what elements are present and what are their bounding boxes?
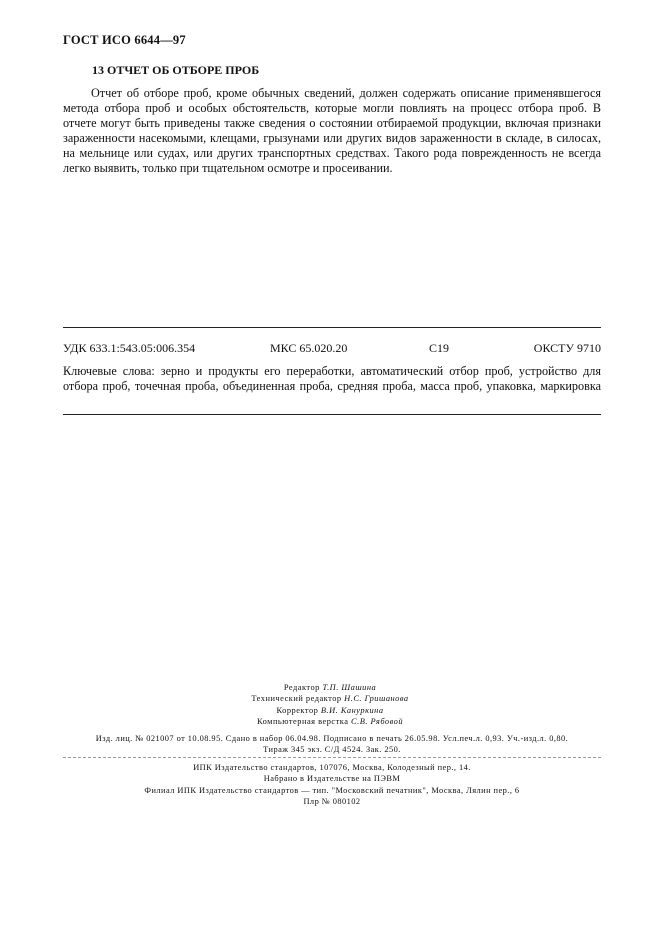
okstu-code: ОКСТУ 9710 bbox=[533, 341, 601, 355]
group-code: С19 bbox=[429, 341, 450, 355]
publisher-line-2: Набрано в Издательстве на ПЭВМ bbox=[263, 774, 401, 784]
credit-tech-editor-name: Н.С. Гришанова bbox=[344, 694, 409, 704]
editorial-credits bbox=[150, 682, 510, 728]
credit-layout-name: С.В. Рябовой bbox=[351, 717, 404, 727]
credit-corrector-role: Корректор bbox=[276, 705, 319, 715]
credit-editor bbox=[150, 682, 510, 693]
credit-editor-name: Т.П. Шашина bbox=[322, 683, 377, 692]
publisher-line-1: ИПК Издательство стандартов, 107076, Москва, Колодезный пер., 14. bbox=[193, 763, 471, 772]
mks-code: МКС 65.020.20 bbox=[270, 341, 348, 355]
udk-code: УДК 633.1:543.05:006.354 bbox=[63, 341, 196, 355]
credit-layout-role: Компьютерная верстка bbox=[256, 717, 349, 727]
credit-corrector bbox=[150, 705, 510, 716]
credit-editor-role: Редактор bbox=[283, 683, 320, 692]
credit-corrector-name: В.И. Кануркина bbox=[320, 705, 384, 715]
publisher-line-3: Филиал ИПК Издательство стандартов — тип. "Московский печатник", Москва, Лялин пер., 6 bbox=[144, 785, 520, 795]
credit-tech-editor bbox=[150, 693, 510, 704]
imprint-line-1: Изд. лиц. № 021007 от 10.08.95. Сдано в набор 06.04.98. Подписано в печать 26.05.98. Усл.печ.л. 0,93. Уч.-изд.л. 0,80. bbox=[95, 734, 569, 743]
keywords-block bbox=[63, 364, 601, 394]
credit-layout bbox=[150, 716, 510, 727]
publisher-line-4: Плр № 080102 bbox=[303, 797, 361, 807]
classification-row bbox=[63, 341, 601, 357]
keywords-line-2: отбора проб, точечная проба, объединенная проба, средняя проба, масса проб, упаковка, маркировка bbox=[63, 379, 601, 394]
top-divider bbox=[63, 327, 601, 328]
imprint-line-2: Тираж 345 экз. С/Д 4524. Зак. 250. bbox=[263, 745, 401, 755]
document-code: ГОСТ ИСО 6644—97 bbox=[63, 33, 186, 47]
section-heading: 13 ОТЧЕТ ОБ ОТБОРЕ ПРОБ bbox=[92, 63, 260, 77]
imprint-divider bbox=[63, 757, 601, 758]
bottom-divider bbox=[63, 414, 601, 415]
section-paragraph: Отчет об отборе проб, кроме обычных сведений, должен содержать описание применявшегося метода отбора проб и особых обстоятельств, которые могли повлиять на процесс отбора проб. В отчете могут быть приведены также сведения о состоянии отбираемой продукции, включая признаки зараженности насекомыми, клещами, грызунами или других видов зараженности в складе, в силосах, на мельнице или судах, или других транспортных средствах. Такого рода поврежденность не всегда легко выявить, только при тщательном осмотре и просеивании. bbox=[63, 86, 601, 176]
keywords-line-1: Ключевые слова: зерно и продукты его переработки, автоматический отбор проб, устройство для bbox=[63, 364, 601, 378]
imprint-block bbox=[63, 733, 601, 755]
credit-tech-editor-role: Технический редактор bbox=[251, 694, 342, 704]
publisher-block bbox=[63, 762, 601, 808]
